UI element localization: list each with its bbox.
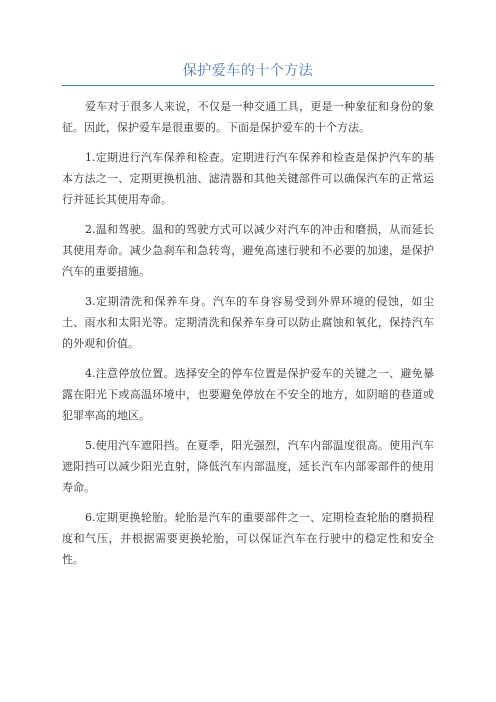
paragraph-method-5: 5.使用汽车遮阳挡。在夏季，阳光强烈，汽车内部温度很高。使用汽车遮阳挡可以减少阳光直射，降低汽车内部温度，延长汽车内部零部件的使用寿命。 bbox=[62, 439, 434, 494]
paragraph-method-6: 6.定期更换轮胎。轮胎是汽车的重要部件之一、定期检查轮胎的磨损程度和气压，并根据需要更换轮胎，可以保证汽车在行驶中的稳定性和安全性。 bbox=[62, 511, 434, 566]
paragraph-method-3: 3.定期清洗和保养车身。汽车的车身容易受到外界环境的侵蚀，如尘土、雨水和太阳光等。定期清洗和保养车身可以防止腐蚀和氧化，保持汽车的外观和价值。 bbox=[62, 295, 434, 350]
document-body bbox=[62, 96, 434, 579]
paragraph-method-4: 4.注意停放位置。选择安全的停车位置是保护爱车的关键之一、避免暴露在阳光下或高温环境中，也要避免停放在不安全的地方，如阴暗的巷道或犯罪率高的地区。 bbox=[62, 367, 434, 422]
page-title: 保护爱车的十个方法 bbox=[182, 63, 314, 79]
paragraph-method-1: 1.定期进行汽车保养和检查。定期进行汽车保养和检查是保护汽车的基本方法之一、定期更换机油、滤清器和其他关键部件可以确保汽车的正常运行并延长其使用寿命。 bbox=[62, 151, 434, 206]
title-divider bbox=[62, 85, 434, 86]
paragraph-method-2: 2.温和驾驶。温和的驾驶方式可以减少对汽车的冲击和磨损，从而延长其使用寿命。减少急刹车和急转弯，避免高速行驶和不必要的加速，是保护汽车的重要措施。 bbox=[62, 223, 434, 278]
paragraph-intro: 爱车对于很多人来说，不仅是一种交通工具，更是一种象征和身份的象征。因此，保护爱车是很重要的。下面是保护爱车的十个方法。 bbox=[62, 100, 434, 134]
